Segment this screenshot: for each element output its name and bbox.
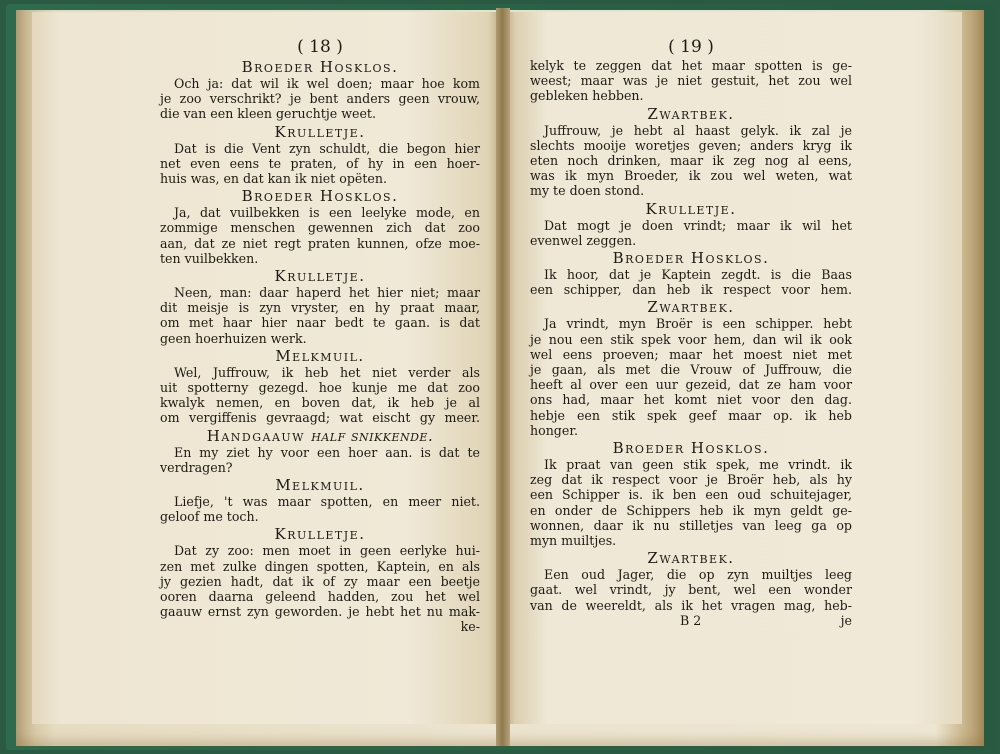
text-line: kelyk te zeggen dat het maar spotten is ge- (530, 58, 852, 73)
text-line: Ja, dat vuilbekken is een leelyke mode, en (174, 205, 480, 221)
text-line: aan, dat ze niet regt praten kunnen, ofze moe- (160, 235, 480, 251)
speaker-name: Zwartbek. (647, 104, 735, 123)
speaker-name: Broeder Hosklos. (241, 187, 399, 206)
text-line: ons had, maar het komt niet voor den dag. (530, 392, 852, 408)
text-line: Een oud Jager, die op zyn muiltjes leeg (544, 567, 852, 583)
text-line: heeft al over een uur gezeid, dat ze ham voor (530, 377, 852, 393)
speaker-heading (160, 525, 480, 543)
speech-block (530, 439, 852, 548)
signature-mark: B 2 (680, 612, 702, 628)
text-line: wonnen, daar ik nu stilletjes van leeg ga op (530, 517, 852, 533)
speaker-heading (160, 187, 480, 205)
text-line: ooren daarna geleend hadden, zou het wel (160, 589, 480, 605)
text-line: je gaan, als met die Vrouw of Juffrouw, die (530, 362, 852, 378)
text-line: huis was, en dat kan ik niet opëten. (160, 171, 387, 187)
speaker-heading (160, 123, 480, 141)
text-line: dit meisje is zyn vryster, en hy praat maar, (160, 300, 480, 316)
speech-block (530, 105, 852, 199)
text-line: was ik myn Broeder, ik zou wel weten, wat (530, 168, 852, 184)
text-line: zeg dat ik respect voor je Broër heb, als hy (530, 472, 852, 488)
text-line: Dat zy zoo: men moet in geen eerlyke hui- (174, 543, 480, 559)
right-page-text (530, 38, 852, 628)
speaker-heading (160, 476, 480, 494)
speaker-name: Zwartbek. (647, 298, 735, 317)
speaker-name: Melkmuil. (275, 346, 365, 365)
page-number: ( 18 ) (297, 37, 343, 57)
text-line: en onder de Schippers heb ik myn geldt ge- (530, 502, 852, 518)
text-line: uit spotterny gezegd. hoe kunje me dat zoo (160, 380, 480, 396)
text-line: geloof me toch. (160, 509, 259, 525)
speaker-heading (530, 105, 852, 123)
text-line: Ik hoor, dat je Kaptein zegdt. is die Baas (544, 267, 852, 283)
speaker-heading (530, 249, 852, 267)
text-line: eten noch drinken, maar ik zeg nog al eens, (530, 153, 852, 169)
speaker-name: Broeder Hosklos. (241, 58, 399, 76)
text-line: gebleken hebben. (530, 88, 644, 104)
text-line: Neen, man: daar haperd het hier niet; maar (174, 285, 480, 301)
text-line: my te doen stond. (530, 183, 645, 199)
speech-block (530, 298, 852, 438)
speaker-heading (530, 200, 852, 218)
text-line: Dat mogt je doen vrindt; maar ik wil het (544, 217, 852, 233)
speaker-heading (530, 549, 852, 567)
stage-direction: half snikkende. (311, 426, 434, 445)
speaker-name: Zwartbek. (647, 549, 735, 568)
speech-block (160, 267, 480, 346)
text-line: ten vuilbekken. (160, 250, 259, 266)
catchword: je (840, 612, 852, 628)
speaker-name: Krulletje. (274, 122, 366, 141)
speaker-name: Krulletje. (645, 199, 737, 218)
text-line: ke- (460, 619, 480, 635)
speech-block (530, 549, 852, 613)
speaker-heading (160, 58, 480, 76)
text-line: Juffrouw, je hebt al haast gelyk. ik zal je (544, 122, 852, 138)
text-line: gaauw ernst zyn geworden. je hebt het nu mak- (160, 604, 480, 620)
text-line: Dat is die Vent zyn schuldt, die begon hier (174, 140, 480, 156)
speaker-name: Melkmuil. (275, 476, 365, 495)
speaker-heading (160, 267, 480, 285)
text-line: net even eens te praten, of hy in een hoer- (160, 155, 480, 171)
continued-speech (530, 58, 852, 104)
text-line: kwalyk nemen, en boven dat, ik heb je al (160, 395, 480, 411)
text-line: Ik praat van geen stik spek, me vrindt. ik (544, 457, 852, 473)
text-line: Wel, Juffrouw, ik heb het niet verder als (174, 364, 480, 380)
text-line: van de weereldt, als ik het vragen mag, heb- (530, 597, 852, 613)
text-line: je nou een stik spek voor hem, dan wil ik ook (530, 331, 852, 347)
speech-block (160, 427, 480, 475)
speech-block (160, 476, 480, 524)
speech-block (160, 123, 480, 187)
text-line: wel eens proeven; maar het moest niet met (530, 346, 852, 362)
speaker-heading (160, 427, 480, 445)
speaker-name: Krulletje. (274, 267, 366, 286)
text-line: om vergiffenis gevraagd; wat eischt gy meer. (160, 410, 480, 426)
text-line: jy gezien hadt, dat ik of zy maar een beetje (160, 573, 480, 589)
text-line: verdragen? (160, 459, 233, 475)
speaker-heading (160, 347, 480, 365)
text-line: hebje een stik spek geef maar op. ik heb (530, 407, 852, 423)
speech-block (160, 187, 480, 266)
speech-block (160, 347, 480, 426)
book-gutter (496, 8, 510, 746)
page-number: ( 19 ) (668, 37, 714, 57)
text-line: weest; maar was je niet gestuit, het zou wel (530, 73, 852, 89)
page-footer (530, 613, 852, 628)
text-line: slechts mooije woretjes geven; anders kryg ik (530, 137, 852, 153)
text-line: een Schipper is. ik ben een oud schuitejager, (530, 487, 852, 503)
text-line: geen hoerhuizen werk. (160, 330, 307, 346)
left-page-text (160, 38, 480, 635)
text-line: Ja vrindt, myn Broër is een schipper. hebt (544, 316, 852, 332)
text-line: En my ziet hy voor een hoer aan. is dat te (174, 444, 480, 460)
text-line: myn muiltjes. (530, 533, 617, 549)
speaker-name: Broeder Hosklos. (612, 439, 770, 458)
text-line: zen met zulke dingen spotten, Kaptein, en als (160, 558, 480, 574)
text-line: gaat. wel vrindt, jy bent, wel een wonder (530, 582, 852, 598)
text-line: een schipper, dan heb ik respect voor hem. (530, 282, 852, 298)
speech-block (530, 200, 852, 248)
text-line: Liefje, 't was maar spotten, en meer niet. (174, 494, 480, 510)
speech-block (160, 525, 480, 634)
text-line: die van een kleen geruchtje weet. (160, 106, 376, 122)
speech-block (530, 249, 852, 297)
speaker-name: Broeder Hosklos. (612, 249, 770, 268)
text-line: om met haar hier naar bedt te gaan. is dat (160, 315, 480, 331)
speech-block (160, 58, 480, 122)
speaker-name: Krulletje. (274, 525, 366, 544)
text-line: honger. (530, 422, 578, 438)
speaker-heading (530, 298, 852, 316)
text-line: zommige menschen gewennen zich dat zoo (160, 220, 480, 236)
text-line: Och ja: dat wil ik wel doen; maar hoe kom (174, 76, 480, 91)
speaker-name: Handgaauw (206, 426, 305, 445)
text-line: evenwel zeggen. (530, 232, 637, 248)
text-line: je zoo verschrikt? je bent anders geen vrouw, (160, 91, 480, 107)
speaker-heading (530, 439, 852, 457)
